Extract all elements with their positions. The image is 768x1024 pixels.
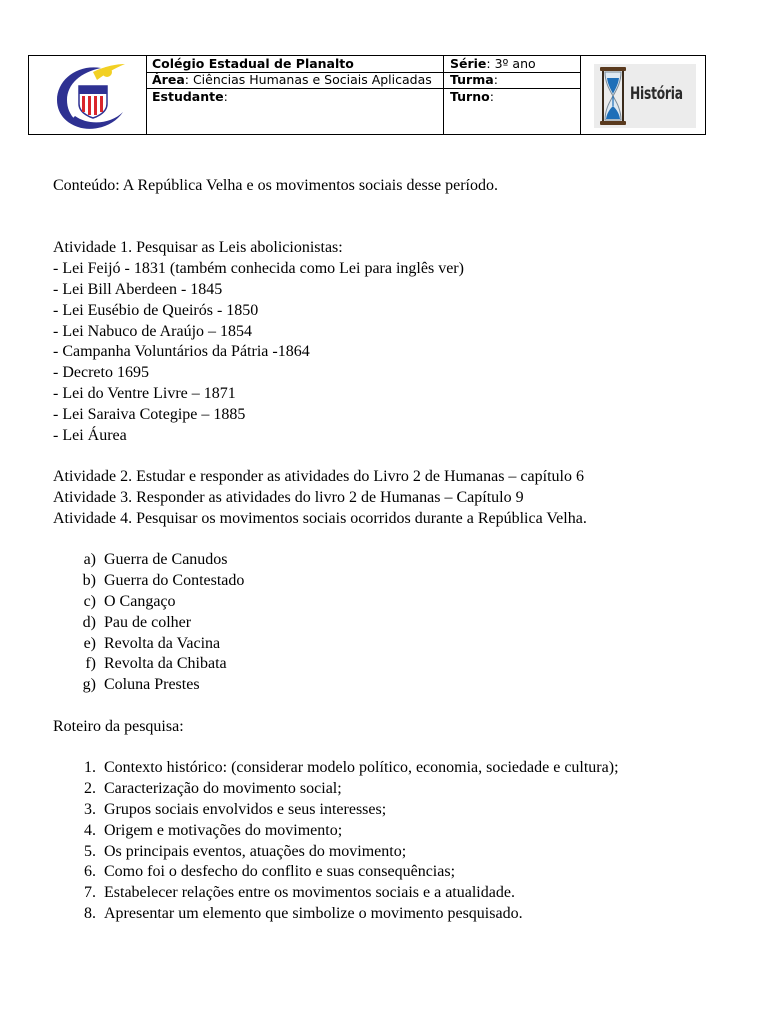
subject-badge: [594, 64, 696, 128]
list-marker: 4.: [84, 821, 96, 839]
roteiro-item: [53, 883, 733, 904]
law-item: - Decreto 1695: [53, 364, 149, 382]
list-marker: 8.: [84, 904, 96, 922]
divider: [580, 56, 581, 134]
movement-item: [53, 613, 733, 634]
list-marker: 6.: [84, 863, 96, 881]
list-marker: 2.: [84, 780, 96, 798]
list-item-text: Estabelecer relações entre os movimentos sociais e a atualidade.: [104, 884, 515, 902]
list-marker: 1.: [84, 759, 96, 777]
list-marker: b): [82, 572, 96, 590]
divider: [146, 56, 147, 134]
list-item-text: Apresentar um elemento que simbolize o movimento pesquisado.: [104, 904, 523, 922]
list-item-text: Caracterização do movimento social;: [104, 780, 342, 798]
movement-item: [53, 571, 733, 592]
badge-label: História: [630, 84, 683, 104]
list-marker: 5.: [84, 842, 96, 860]
list-item-text: Guerra de Canudos: [104, 551, 228, 569]
roteiro-item: [53, 779, 733, 800]
list-marker: 3.: [84, 800, 96, 818]
law-item: - Campanha Voluntários da Pátria -1864: [53, 343, 310, 361]
law-item: - Lei Bill Aberdeen - 1845: [53, 280, 223, 298]
roteiro-title: Roteiro da pesquisa:: [53, 717, 184, 735]
list-item-text: Grupos sociais envolvidos e seus interesses;: [104, 800, 387, 818]
list-item-text: Coluna Prestes: [104, 676, 200, 694]
turno-field: Turno:: [450, 89, 494, 104]
list-item-text: Revolta da Vacina: [104, 634, 221, 652]
movement-item: [53, 654, 733, 675]
list-marker: f): [85, 655, 96, 673]
list-marker: 7.: [84, 884, 96, 902]
movement-item: [53, 634, 733, 655]
list-marker: c): [83, 592, 96, 610]
list-item-text: Origem e motivações do movimento;: [104, 821, 343, 839]
list-item-text: Revolta da Chibata: [104, 655, 227, 673]
list-marker: a): [83, 551, 96, 569]
area-field: Área: Ciências Humanas e Sociais Aplicadas: [152, 72, 432, 87]
activity-2: Atividade 2. Estudar e responder as atividades do Livro 2 de Humanas – capítulo 6: [53, 468, 584, 486]
list-item-text: Contexto histórico: (considerar modelo político, economia, sociedade e cultura);: [104, 759, 619, 777]
document-body: [53, 176, 733, 925]
list-item-text: Guerra do Contestado: [104, 572, 245, 590]
list-marker: e): [83, 634, 96, 652]
law-item: - Lei Feijó - 1831 (também conhecida como Lei para inglês ver): [53, 260, 464, 278]
list-item-text: Pau de colher: [104, 613, 192, 631]
movement-item: [53, 592, 733, 613]
roteiro-item: [53, 862, 733, 883]
law-item: - Lei Áurea: [53, 426, 127, 444]
school-logo: [49, 60, 129, 132]
roteiro-item: [53, 821, 733, 842]
roteiro-item: [53, 904, 733, 925]
roteiro-item: [53, 758, 733, 779]
movement-item: [53, 550, 733, 571]
activity-3: Atividade 3. Responder as atividades do livro 2 de Humanas – Capítulo 9: [53, 488, 524, 506]
activity-1-title: Atividade 1. Pesquisar as Leis abolicionistas:: [53, 239, 343, 257]
roteiro-item: [53, 842, 733, 863]
turma-field: Turma:: [450, 72, 498, 87]
header-table: [28, 55, 706, 135]
roteiro-item: [53, 800, 733, 821]
law-item: - Lei Nabuco de Araújo – 1854: [53, 322, 253, 340]
list-item-text: Os principais eventos, atuações do movimento;: [104, 842, 407, 860]
serie-field: Série: 3º ano: [450, 56, 536, 71]
law-item: - Lei do Ventre Livre – 1871: [53, 384, 236, 402]
activity-4: Atividade 4. Pesquisar os movimentos sociais ocorridos durante a República Velha.: [53, 509, 587, 527]
list-item-text: Como foi o desfecho do conflito e suas consequências;: [104, 863, 456, 881]
list-marker: d): [82, 613, 96, 631]
movement-item: [53, 675, 733, 696]
law-item: - Lei Saraiva Cotegipe – 1885: [53, 405, 246, 423]
student-field: Estudante:: [152, 89, 228, 104]
list-item-text: O Cangaço: [104, 592, 176, 610]
list-marker: g): [82, 676, 96, 694]
divider: [443, 56, 444, 134]
content-line: Conteúdo: A República Velha e os movimentos sociais desse período.: [53, 177, 498, 194]
law-item: - Lei Eusébio de Queirós - 1850: [53, 301, 259, 319]
school-name: Colégio Estadual de Planalto: [152, 56, 354, 71]
